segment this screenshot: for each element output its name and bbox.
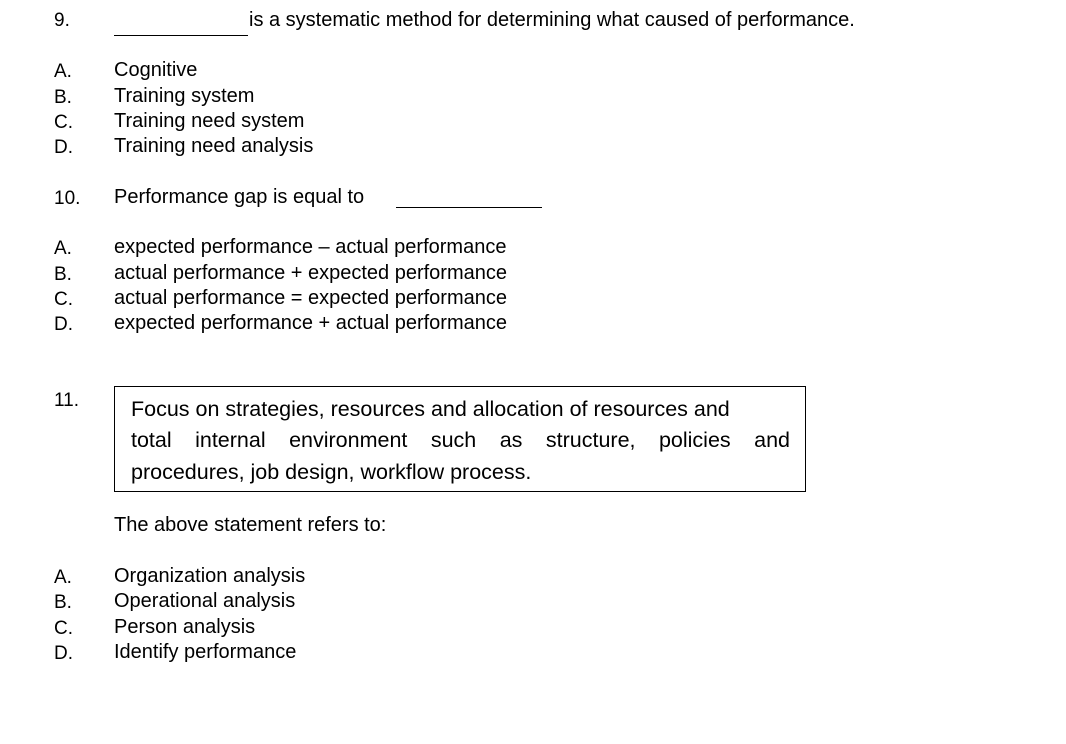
option-letter: C. [54,289,73,310]
statement-word: internal [195,428,266,452]
option-letter: A. [54,61,72,82]
option-letter: D. [54,643,73,664]
option-text: expected performance + actual performance [114,312,507,334]
question-10-text: Performance gap is equal to [114,186,365,208]
option-text: Cognitive [114,59,198,81]
statement-line-1: Focus on strategies, resources and allocation of resources and [131,397,730,421]
option-letter: C. [54,618,73,639]
statement-word: environment [289,428,408,452]
statement-line-2 [131,428,790,453]
option-letter: B. [54,592,72,613]
option-text: Training system [114,85,255,107]
option-text: Organization analysis [114,565,306,587]
question-9-blank-line [114,35,248,36]
option-text: Identify performance [114,641,297,663]
question-11-prompt: The above statement refers to: [114,514,387,536]
option-letter: D. [54,137,73,158]
option-text: actual performance = expected performance [114,287,507,309]
question-9-text: is a systematic method for determining what caused of performance. [249,9,855,31]
option-text: expected performance – actual performance [114,236,507,258]
option-letter: D. [54,314,73,335]
option-text: Operational analysis [114,590,296,612]
option-text: Person analysis [114,616,256,638]
option-text: Training need analysis [114,135,314,157]
statement-word: policies [658,428,731,452]
statement-word: such [430,428,477,452]
question-10-blank-line [396,207,542,208]
statement-word: as [499,428,523,452]
statement-line-3: procedures, job design, workflow process. [131,460,532,484]
statement-word: structure, [545,428,636,452]
statement-word: and [754,428,790,452]
question-10-number: 10. [54,188,81,209]
option-letter: B. [54,87,72,108]
option-text: Training need system [114,110,305,132]
option-text: actual performance + expected performance [114,262,507,284]
option-letter: B. [54,264,72,285]
question-9-number: 9. [54,10,70,31]
option-letter: C. [54,112,73,133]
statement-word: total [131,428,172,452]
option-letter: A. [54,238,72,259]
option-letter: A. [54,567,72,588]
question-11-number: 11. [54,390,80,411]
